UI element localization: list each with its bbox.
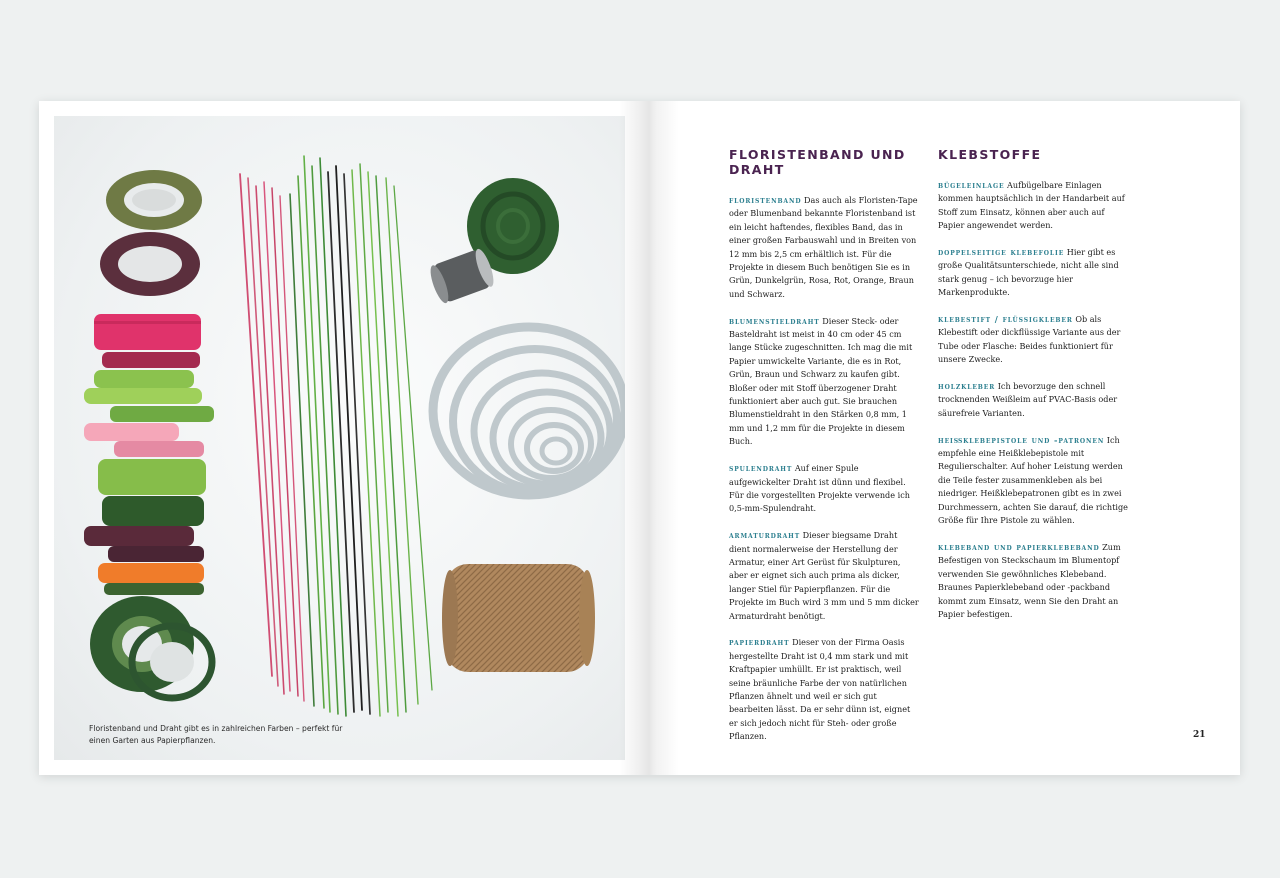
entry-term: bügeleinlage (938, 180, 1005, 190)
entry-term: holzkleber (938, 381, 996, 392)
entry-term: blumenstieldraht (729, 315, 820, 326)
entry-klebeband (938, 541, 1128, 621)
entry-text: Zum Befestigen von Steckschaum im Blumentopf verwenden Sie gewöhnliches Klebeband. Braunes Papierklebeband oder -packband kommt zum Einsatz, wenn Sie den Draht an Papier befestigen. (938, 541, 1121, 619)
entry-papierdraht (729, 636, 919, 743)
entry-armaturdraht (729, 529, 919, 623)
entry-floristenband (729, 194, 919, 301)
entry-blumenstieldraht (729, 315, 919, 449)
entry-text: Aufbügelbare Einlagen kommen hauptsächlich in der Handarbeit auf Stoff zum Einsatz, können aber auch auf Papier angewendet werden. (938, 180, 1125, 231)
entry-text: Ich empfehle eine Heißklebepistole mit Regulierschalter. Auf hoher Leistung werden die Teile fester zusammenkleben als bei niedriger. Heißklebepatronen gibt es in zwei Durchmessern, achten Sie darauf, die richtige Größe für Ihre Pistole zu wählen. (938, 434, 1128, 526)
armature-wire-coil (433, 327, 625, 495)
column-floristenband (729, 147, 919, 757)
right-page (640, 101, 1240, 775)
stem-wires (240, 156, 432, 716)
page-number: 21 (1193, 730, 1206, 740)
entry-term: doppelseitige klebefolie (938, 247, 1065, 258)
entry-text: Das auch als Floristen-Tape oder Blumenband bekannte Floristenband ist ein leicht haftendes, flexibles Band, das in einer großen Farbauswahl und in Breiten von 12 mm bis 2,5 cm erhältlich ist. Für die Projekte in diesem Buch benötigen Sie es in Grün, Dunkelgrün, Rosa, Rot, Orange, Braun und Schwarz. (729, 195, 918, 299)
floral-tape-rolls (84, 170, 214, 698)
entry-term: klebeband und papierklebeband (938, 541, 1100, 552)
craft-supplies-photo (54, 116, 625, 760)
tapes-and-wires-illustration (54, 116, 625, 760)
entry-term: heißklebepistole und -patronen (938, 434, 1105, 445)
column-klebstoffe (938, 147, 1128, 635)
entry-term: armaturdraht (729, 530, 801, 541)
photo-caption: Floristenband und Draht gibt es in zahlreichen Farben – perfekt für einen Garten aus Papierpflanzen. (89, 724, 343, 745)
paper-wire-roll (442, 564, 595, 672)
left-page (39, 101, 640, 775)
entry-text: Dieser biegsame Draht dient normalerweise der Herstellung der Armatur, einer Art Gerüst für Skulpturen, aber er eignet sich auch prima als dicker, langer Stiel für Papierpflanzen. Für die Projekte im Buch wird 3 mm und 5 mm dicker Armaturdraht benötigt. (729, 530, 919, 621)
section-heading: KLEBSTOFFE (938, 147, 1042, 162)
section-heading: FLORISTENBAND UND DRAHT (729, 147, 906, 177)
entry-text: Auf einer Spule aufgewickelter Draht ist dünn und flexibel. Für die vorgestellten Projekte verwende ich 0,5-mm-Spulendraht. (729, 463, 910, 514)
entry-text: Ich bevorzuge den schnell trocknenden Weißleim auf PVAC-Basis oder säurefreie Varianten. (938, 381, 1118, 418)
entry-text: Hier gibt es große Qualitätsunterschiede, nicht alle sind stark genug – ich bevorzuge hier Markenprodukte. (938, 247, 1119, 298)
entry-term: papierdraht (729, 637, 790, 648)
entry-spulendraht (729, 462, 919, 516)
entry-buegeleinlage (938, 179, 1128, 233)
spool-wire (427, 178, 559, 305)
book-spread (39, 101, 1240, 775)
entry-text: Dieser Steck- oder Basteldraht ist meist in 40 cm oder 45 cm lange Stücke zugeschnitten. Ich mag die mit Papier umwickelte Variante, die es in Rot, Grün, Braun und Schwarz zu kaufen gibt. Bloßer oder mit Stoff überzogener Draht funktioniert aber auch gut. Sie brauchen Blumenstieldraht in den Stärken 0,8 mm, 1 mm und 1,2 mm für die Projekte in diesem Buch. (729, 315, 913, 447)
entry-text: Ob als Klebestift oder dickflüssige Variante aus der Tube oder Flasche: Beides funktioniert für unsere Zwecke. (938, 314, 1121, 365)
entry-term: klebestift / flüssigkleber (938, 314, 1073, 325)
entry-holzkleber (938, 380, 1128, 420)
entry-klebestift (938, 313, 1128, 367)
entry-heissklebepistole (938, 434, 1128, 528)
entry-text: Dieser von der Firma Oasis hergestellte Draht ist 0,4 mm stark und mit Kraftpapier umhüllt. Er ist praktisch, weil seine bräunliche Farbe der von natürlichen Pflanzen ähnelt und weil er sich gut bearbeiten lässt. Da er sehr dünn ist, eignet er sich jedoch nicht für Steh- oder große Pflanzen. (729, 637, 911, 742)
entry-klebefolie (938, 246, 1128, 300)
entry-term: spulendraht (729, 463, 793, 474)
entry-term: floristenband (729, 195, 802, 205)
